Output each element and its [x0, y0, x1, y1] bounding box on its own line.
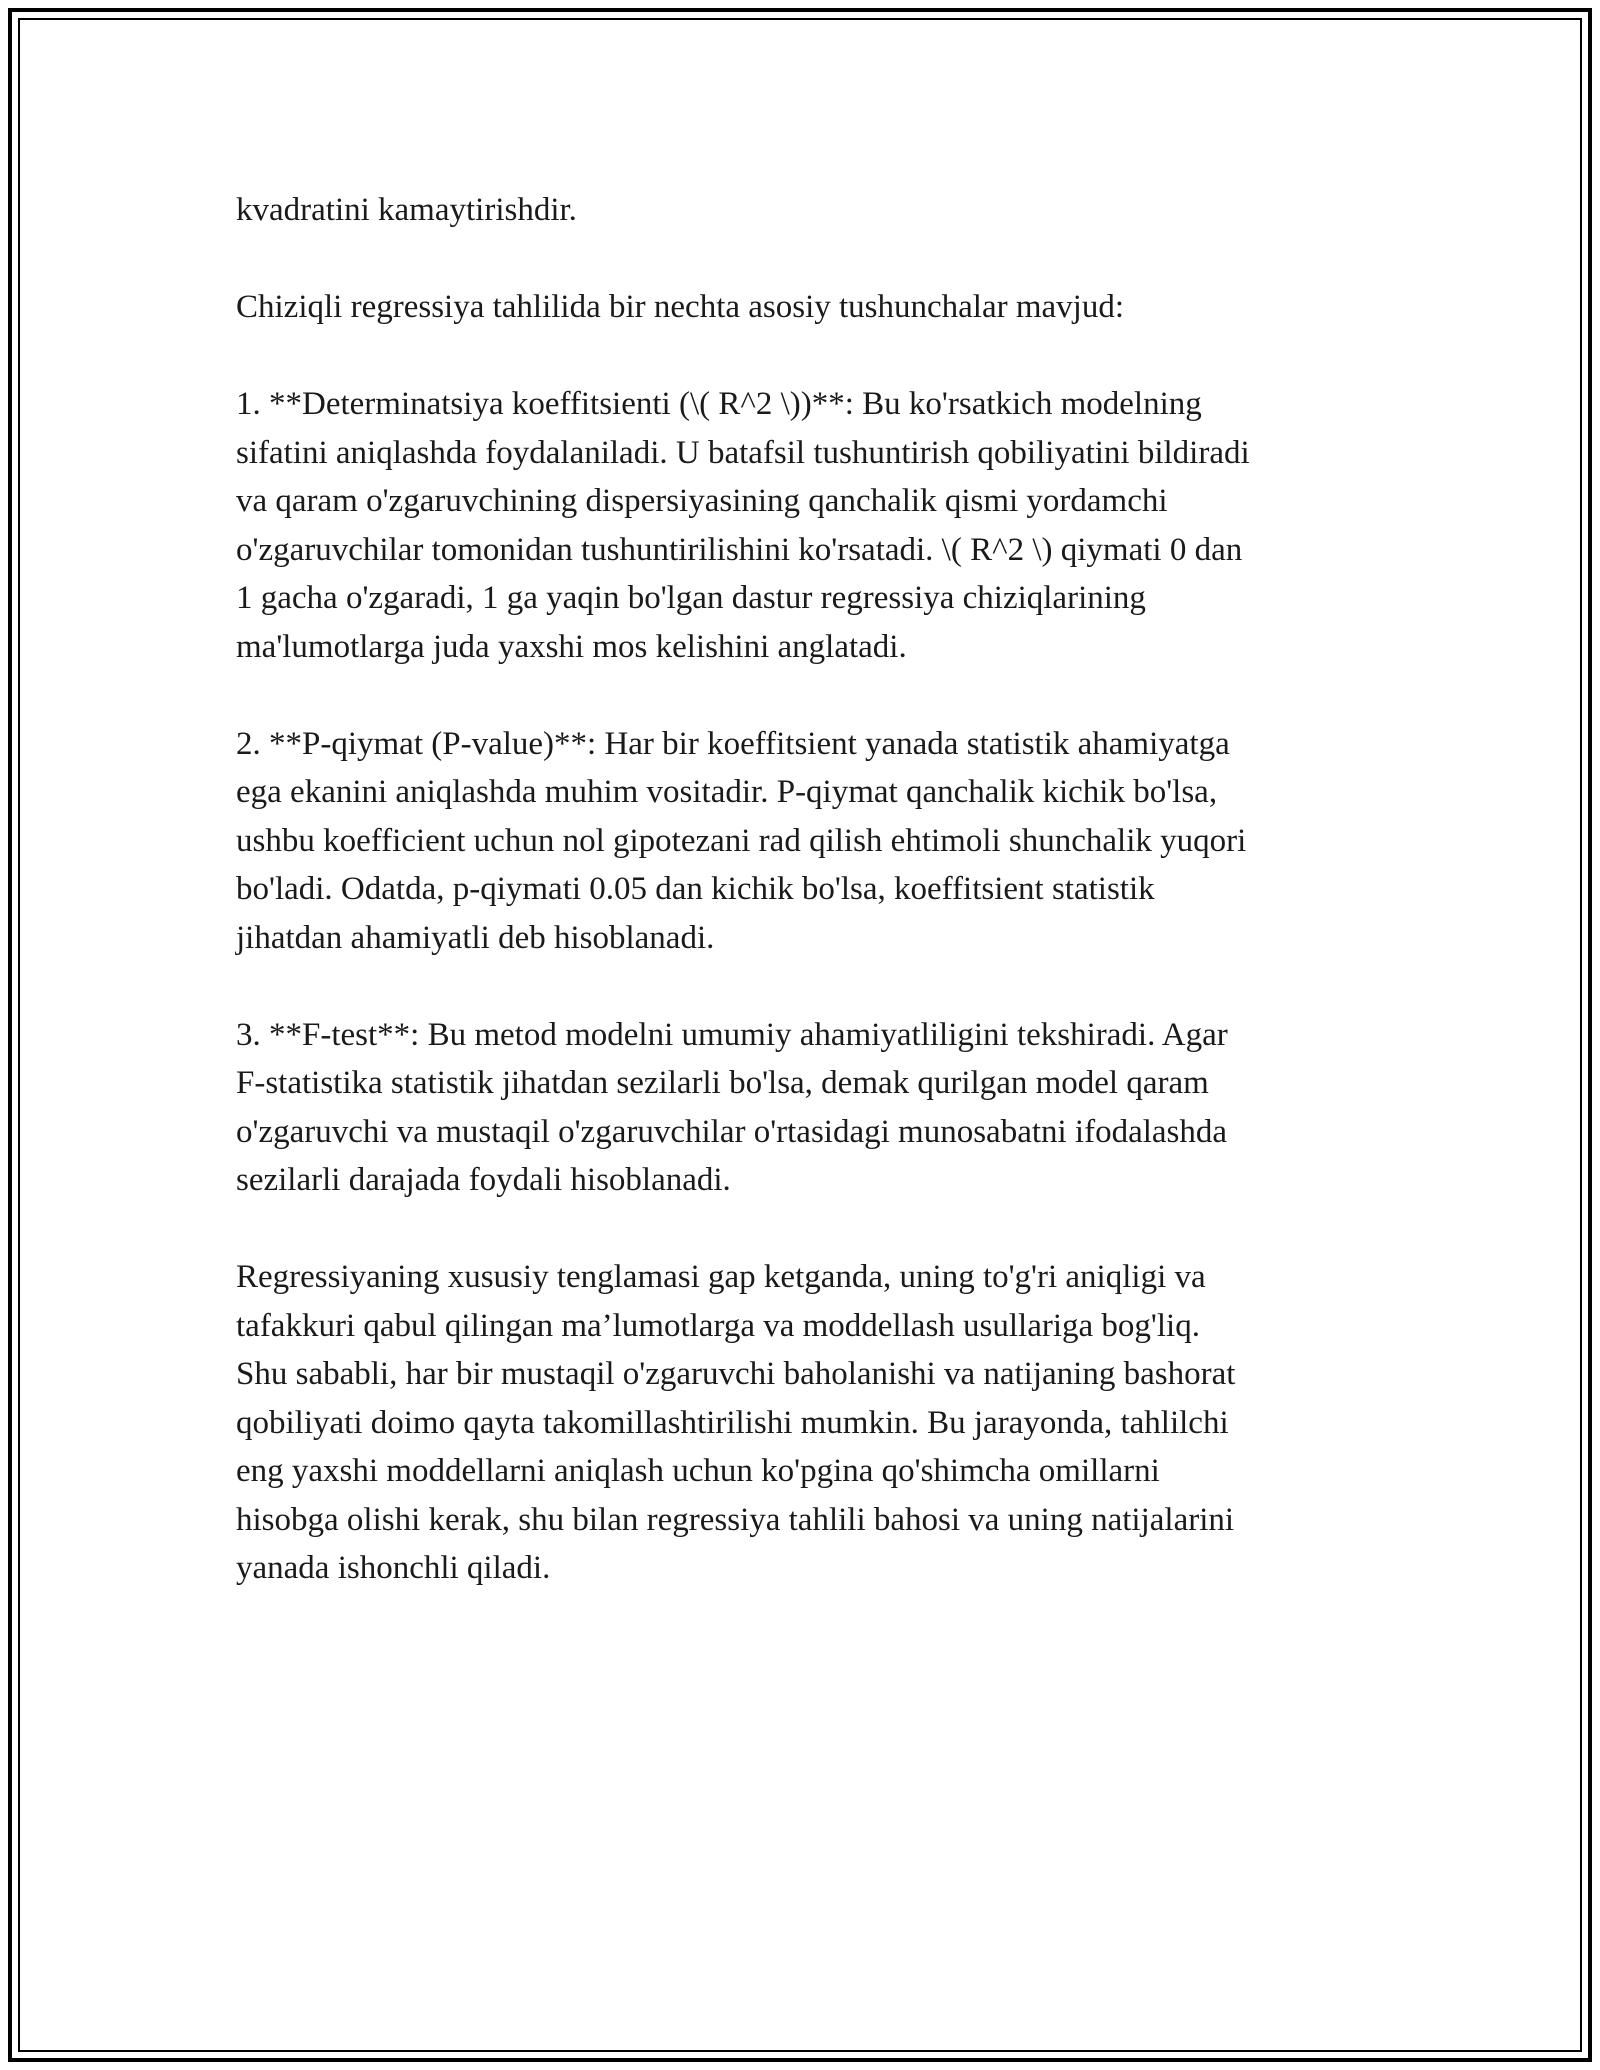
- paragraph-intro: Chiziqli regressiya tahlilida bir nechta asosiy tushunchalar mavjud:: [236, 289, 1125, 325]
- document-body: [236, 186, 1376, 1641]
- paragraph-conclusion: Regressiyaning xususiy tenglamasi gap ketganda, uning to'g'ri aniqligi va tafakkuri qabul qilingan ma’lumotlarga va moddellash usullariga bog'liq. Shu sababli, har bir mustaqil o'zgaruvchi baholanishi va natijaning bashorat qobiliyati doimo qayta takomillashtirilishi mumkin. Bu jarayonda, tahlilchi eng yaxshi moddellarni aniqlash uchun ko'pgina qo'shimcha omillarni hisobga olishi kerak, shu bilan regressiya tahlili bahosi va uning natijalarini yanada ishonchli qiladi.: [236, 1259, 1236, 1586]
- list-item-p-value: 2. **P-qiymat (P-value)**: Har bir koeffitsient yanada statistik ahamiyatga ega ekanini aniqlashda muhim vositadir. P-qiymat qanchalik kichik bo'lsa, ushbu koefficient uchun nol gipotezani rad qilish ehtimoli shunchalik yuqori bo'ladi. Odatda, p-qiymati 0.05 dan kichik bo'lsa, koeffitsient statistik jihatdan ahamiyatli deb hisoblanadi.: [236, 725, 1247, 956]
- list-item-f-test: 3. **F-test**: Bu metod modelni umumiy ahamiyatliligini tekshiradi. Agar F-statistika statistik jihatdan sezilarli bo'lsa, demak qurilgan model qaram o'zgaruvchi va mustaqil o'zgaruvchilar o'rtasidagi munosabatni ifodalashda sezilarli darajada foydali hisoblanadi.: [236, 1016, 1228, 1198]
- paragraph-continuation: kvadratini kamaytirishdir.: [236, 192, 577, 228]
- list-item-r-squared: 1. **Determinatsiya koeffitsienti (\( R^2 \))**: Bu ko'rsatkich modelning sifatini aniqlashda foydalaniladi. U batafsil tushuntirish qobiliyatini bildiradi va qaram o'zgaruvchining dispersiyasining qanchalik qismi yordamchi o'zgaruvchilar tomonidan tushuntirilishini ko'rsatadi. \( R^2 \) qiymati 0 dan 1 gacha o'zgaradi, 1 ga yaqin bo'lgan dastur regressiya chiziqlarining ma'lumotlarga juda yaxshi mos kelishini anglatadi.: [236, 386, 1250, 665]
